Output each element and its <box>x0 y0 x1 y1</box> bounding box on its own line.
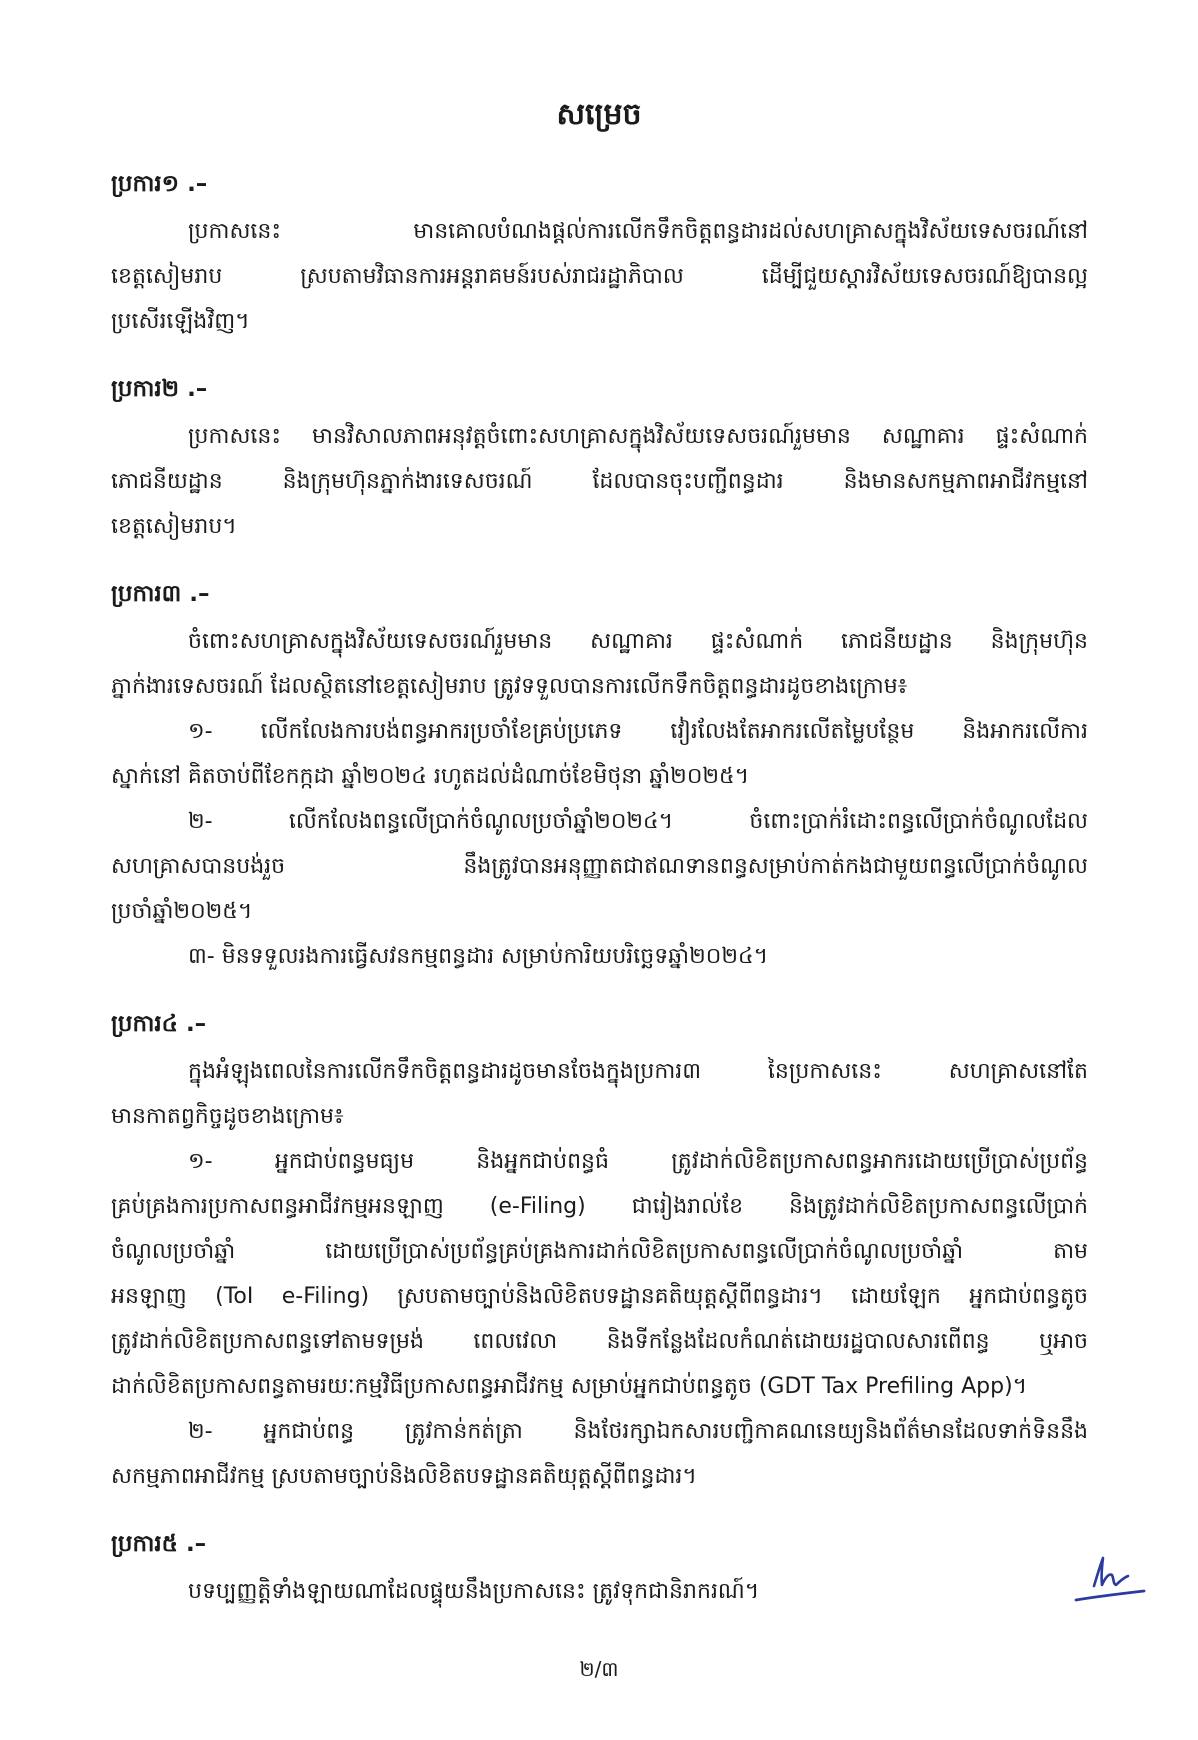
text-line: ២- លើកលែងពន្ធលើប្រាក់ចំណូលប្រចាំឆ្នាំ២០២៤។ ចំពោះប្រាក់រំដោះពន្ធលើប្រាក់ចំណូលដែល <box>188 809 1088 834</box>
article-4 <box>111 999 1088 1499</box>
text-line: ២- អ្នកជាប់ពន្ធ ត្រូវកាន់កត់ត្រា និងថែរក្សាឯកសារបញ្ជិកាគណនេយ្យនិងព័ត៌មានដែលទាក់ទិននឹង <box>188 1419 1088 1444</box>
numbered-item <box>111 1409 1088 1499</box>
text-line: មានកាតព្វកិច្ចដូចខាងក្រោម៖ <box>111 1104 344 1129</box>
text-line: ៣- មិនទទួលរងការធ្វើសវនកម្មពន្ធដារ សម្រាប់ការិយបរិច្ឆេទឆ្នាំ២០២៤។ <box>188 944 769 969</box>
paragraph <box>111 619 1088 709</box>
text-line: ស្នាក់នៅ គិតចាប់ពីខែកក្កដា ឆ្នាំ២០២៤ រហូតដល់ដំណាច់ខែមិថុនា ឆ្នាំ២០២៥។ <box>111 764 750 789</box>
text-line: ក្នុងអំឡុងពេលនៃការលើកទឹកចិត្តពន្ធដារដូចមានចែងក្នុងប្រការ៣ នៃប្រកាសនេះ សហគ្រាសនៅតែ <box>188 1059 1088 1084</box>
text-line: ចំពោះសហគ្រាសក្នុងវិស័យទេសចរណ៍រួមមាន សណ្ឋាគារ ផ្ទះសំណាក់ ភោជនីយដ្ឋាន និងក្រុមហ៊ុន <box>188 629 1088 654</box>
text-line: សហគ្រាសបានបង់រួច នឹងត្រូវបានអនុញ្ញាតជាឥណទានពន្ធសម្រាប់កាត់កងជាមួយពន្ធលើប្រាក់ចំណូល <box>111 854 1088 879</box>
document-title: សម្រេច <box>556 97 642 132</box>
article-heading: ប្រការ៤ .– <box>111 1011 207 1037</box>
signature-underline <box>1076 1591 1144 1600</box>
document-body <box>111 159 1088 1614</box>
text-line: ខេត្តសៀមរាប ស្របតាមវិធានការអន្តរាគមន៍របស់រាជរដ្ឋាភិបាល ដើម្បីជួយស្តារវិស័យទេសចរណ៍ឱ្យបានល្អ <box>111 264 1088 289</box>
numbered-item <box>111 934 1088 979</box>
article-3 <box>111 569 1088 979</box>
text-line: ត្រូវដាក់លិខិតប្រកាសពន្ធទៅតាមទម្រង់ ពេលវេលា និងទីកន្លែងដែលកំណត់ដោយរដ្ឋបាលសារពើពន្ធ ឬអាច <box>111 1329 1088 1354</box>
signature-initial <box>1074 1552 1146 1608</box>
signature-stroke <box>1094 1558 1128 1586</box>
numbered-item <box>111 709 1088 799</box>
text-line: ចំណូលប្រចាំឆ្នាំ ដោយប្រើប្រាស់ប្រព័ន្ធគ្រប់គ្រងការដាក់លិខិតប្រកាសពន្ធលើប្រាក់ចំណូលប្រចាំឆ្នាំ តាម <box>111 1239 1088 1264</box>
text-line: ភ្នាក់ងារទេសចរណ៍ ដែលស្ថិតនៅខេត្តសៀមរាប ត្រូវទទួលបានការលើកទឹកចិត្តពន្ធដារដូចខាងក្រោម៖ <box>111 674 908 699</box>
article-5 <box>111 1519 1088 1614</box>
text-line: ភោជនីយដ្ឋាន និងក្រុមហ៊ុនភ្នាក់ងារទេសចរណ៍ ដែលបានចុះបញ្ជីពន្ធដារ និងមានសកម្មភាពអាជីវកម្មនៅ <box>111 469 1088 494</box>
article-heading: ប្រការ២ .– <box>111 376 208 402</box>
paragraph <box>111 1569 1088 1614</box>
article-heading: ប្រការ១ .– <box>111 171 208 197</box>
text-line: អនឡាញ (ToI e-Filing) ស្របតាមច្បាប់និងលិខិតបទដ្ឋានគតិយុត្តស្តីពីពន្ធដារ។ ដោយឡែក អ្នកជាប់ពន្ធតូច <box>111 1284 1088 1309</box>
text-line: ប្រកាសនេះ មានគោលបំណងផ្តល់ការលើកទឹកចិត្តពន្ធដារដល់សហគ្រាសក្នុងវិស័យទេសចរណ៍នៅ <box>188 219 1088 244</box>
text-line: ១- អ្នកជាប់ពន្ធមធ្យម និងអ្នកជាប់ពន្ធធំ ត្រូវដាក់លិខិតប្រកាសពន្ធអាករដោយប្រើប្រាស់ប្រព័ន្ធ <box>188 1149 1088 1174</box>
text-line: ១- លើកលែងការបង់ពន្ធអាករប្រចាំខែគ្រប់ប្រភេទ វៀរលែងតែអាករលើតម្លៃបន្ថែម និងអាករលើការ <box>188 719 1088 744</box>
paragraph <box>111 414 1088 549</box>
text-line: ប្រសើរឡើងវិញ។ <box>111 309 250 334</box>
article-heading: ប្រការ៣ .– <box>111 581 210 607</box>
page-number: ២/៣ <box>579 1657 619 1681</box>
article-heading: ប្រការ៥ .– <box>111 1531 207 1557</box>
text-line: ប្រចាំឆ្នាំ២០២៥។ <box>111 899 253 924</box>
text-line: ប្រកាសនេះ មានវិសាលភាពអនុវត្តចំពោះសហគ្រាសក្នុងវិស័យទេសចរណ៍រួមមាន សណ្ឋាគារ ផ្ទះសំណាក់ <box>188 424 1088 449</box>
article-1 <box>111 159 1088 344</box>
numbered-item <box>111 1139 1088 1409</box>
paragraph <box>111 209 1088 344</box>
text-line: សកម្មភាពអាជីវកម្ម ស្របតាមច្បាប់និងលិខិតបទដ្ឋានគតិយុត្តស្តីពីពន្ធដារ។ <box>111 1464 697 1489</box>
paragraph <box>111 1049 1088 1139</box>
numbered-item <box>111 799 1088 934</box>
text-line: ខេត្តសៀមរាប។ <box>111 514 237 539</box>
article-2 <box>111 364 1088 549</box>
text-line: បទប្បញ្ញត្តិទាំងឡាយណាដែលផ្ទុយនឹងប្រកាសនេះ ត្រូវទុកជានិរាករណ៍។ <box>188 1579 760 1604</box>
text-line: ដាក់លិខិតប្រកាសពន្ធតាមរយៈកម្មវិធីប្រកាសពន្ធអាជីវកម្ម សម្រាប់អ្នកជាប់ពន្ធតូច (GDT Tax Prefiling App)។ <box>111 1374 1028 1399</box>
text-line: គ្រប់គ្រងការប្រកាសពន្ធអាជីវកម្មអនឡាញ (e-Filing) ជារៀងរាល់ខែ និងត្រូវដាក់លិខិតប្រកាសពន្ធលើប្រាក់ <box>111 1194 1088 1219</box>
